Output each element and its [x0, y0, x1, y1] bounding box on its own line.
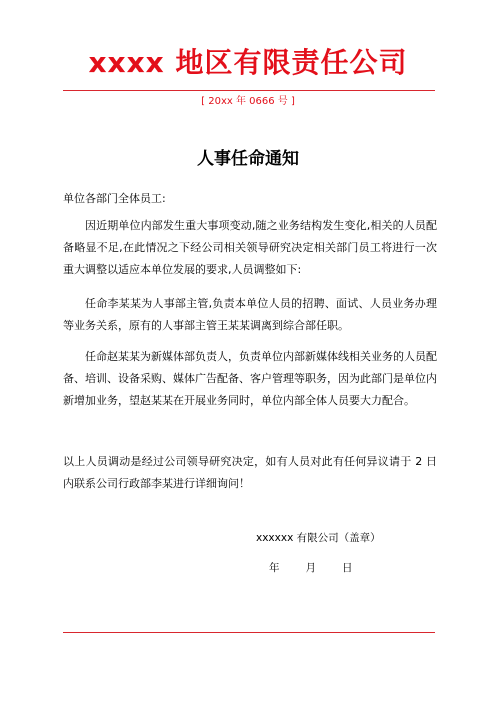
organization-name: xxxx 地区有限责任公司	[88, 46, 408, 79]
document-number: [ 20xx 年 0666 号 ]	[201, 96, 295, 107]
date-month: 月	[305, 562, 316, 574]
salutation: 单位各部门全体员工:	[63, 192, 166, 205]
paragraph-restructure-reason: 因近期单位内部发生重大事项变动,随之业务结构发生变化,相关的人员配备略显不足,在此情况之下经公司相关领导研究决定相关部门员工将进行一次重大调整以适应本单位发展的要求,人员调整如下:	[63, 219, 437, 277]
header-divider	[63, 90, 435, 91]
footer-divider	[63, 632, 435, 633]
paragraph-closing: 以上人员调动是经过公司领导研究决定，如有人员对此有任何异议请于 2 日内联系公司行政部李某进行详细询问！	[63, 455, 437, 491]
notice-title: 人事任命通知	[197, 149, 299, 169]
signature-date	[269, 560, 353, 576]
date-day: 日	[342, 562, 353, 574]
signer-company-seal: xxxxxx 有限公司（盖章）	[256, 532, 381, 544]
paragraph-media-appointment: 任命赵某某为新媒体部负责人，负责单位内部新媒体线相关业务的人员配备、培训、设备采购、媒体广告配备、客户管理等职务，因为此部门是单位内新增加业务，望赵某某在开展业务同时，单位内部全体人员要大力配合。	[63, 350, 437, 408]
paragraph-hr-appointment: 任命李某某为人事部主管,负责本单位人员的招聘、面试、人员业务办理等业务关系，原有的人事部主管王某某调离到综合部任职。	[63, 297, 437, 333]
date-year: 年	[269, 562, 280, 574]
